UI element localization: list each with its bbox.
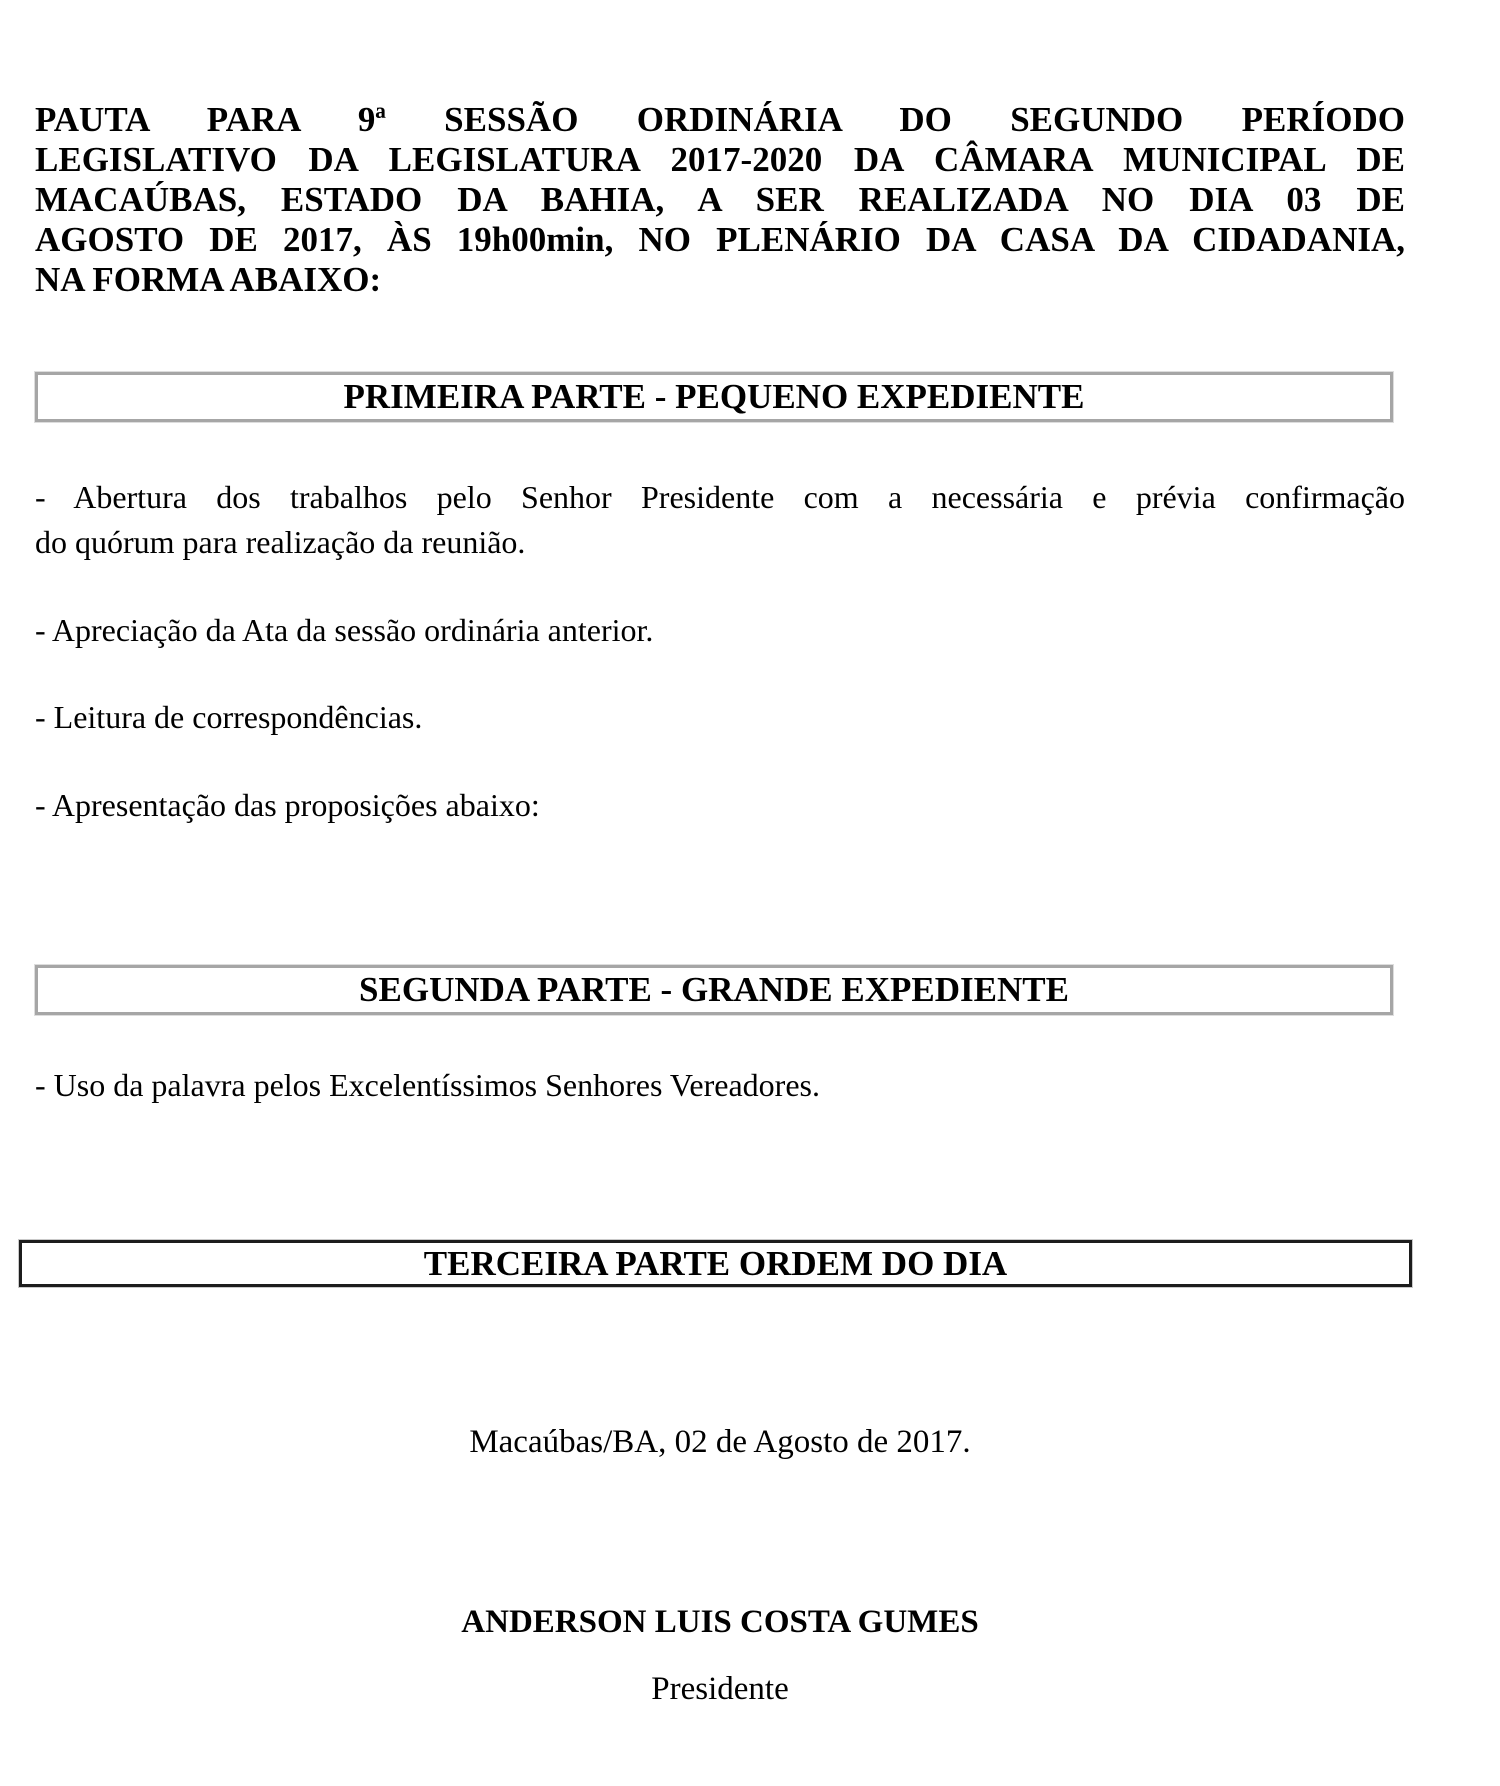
section-title-terceira-parte: TERCEIRA PARTE ORDEM DO DIA bbox=[423, 1244, 1008, 1283]
agenda-item-leitura: - Leitura de correspondências. bbox=[35, 699, 423, 735]
section-title-primeira-parte: PRIMEIRA PARTE - PEQUENO EXPEDIENTE bbox=[343, 377, 1085, 416]
signature-name: ANDERSON LUIS COSTA GUMES bbox=[461, 1604, 979, 1640]
agenda-item-apreciacao: - Apreciação da Ata da sessão ordinária anterior. bbox=[35, 612, 654, 648]
section-box-primeira-parte bbox=[35, 372, 1393, 422]
agenda-item-abertura bbox=[35, 475, 1405, 565]
document-title-paragraph bbox=[35, 100, 1405, 300]
section-box-terceira-parte bbox=[19, 1240, 1412, 1287]
section-title-segunda-parte: SEGUNDA PARTE - GRANDE EXPEDIENTE bbox=[359, 970, 1069, 1009]
agenda-item-apresentacao: - Apresentação das proposições abaixo: bbox=[35, 787, 540, 823]
title-line-2: LEGISLATIVO DA LEGISLATURA 2017-2020 DA CÂMARA MUNICIPAL DE bbox=[35, 140, 1405, 179]
signature-role: Presidente bbox=[651, 1671, 789, 1707]
date-line: Macaúbas/BA, 02 de Agosto de 2017. bbox=[469, 1424, 971, 1460]
section-box-segunda-parte bbox=[35, 965, 1393, 1015]
agenda-item-abertura-line-2: do quórum para realização da reunião. bbox=[35, 524, 526, 560]
title-line-3: MACAÚBAS, ESTADO DA BAHIA, A SER REALIZADA NO DIA 03 DE bbox=[35, 180, 1405, 219]
title-line-1: PAUTA PARA 9ª SESSÃO ORDINÁRIA DO SEGUNDO PERÍODO bbox=[35, 100, 1405, 139]
title-line-4: AGOSTO DE 2017, ÀS 19h00min, NO PLENÁRIO DA CASA DA CIDADANIA, bbox=[35, 220, 1405, 259]
title-line-5: NA FORMA ABAIXO: bbox=[35, 260, 382, 299]
agenda-item-abertura-line-1: - Abertura dos trabalhos pelo Senhor Presidente com a necessária e prévia confirmação bbox=[35, 479, 1405, 515]
agenda-item-uso-da-palavra: - Uso da palavra pelos Excelentíssimos Senhores Vereadores. bbox=[35, 1067, 820, 1103]
